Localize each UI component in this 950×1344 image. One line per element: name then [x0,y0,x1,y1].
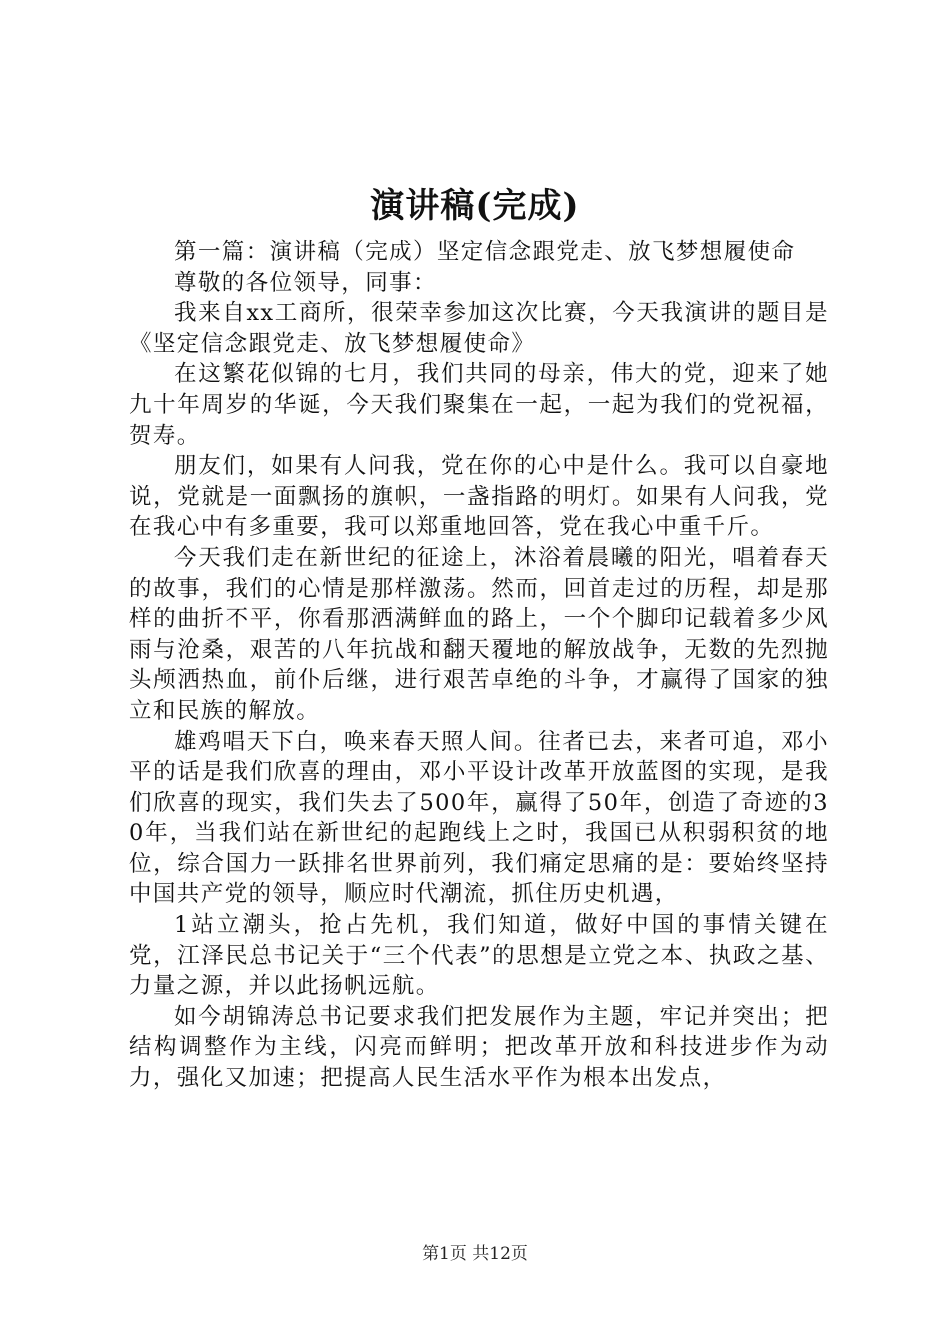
paragraph-salutation: 尊敬的各位领导，同事： [174,269,437,296]
paragraph: 朋友们，如果有人问我，党在你的心中是什么。我可以自豪地说，党就是一面飘扬的旗帜，一盏指路的明灯。如果有人问我，党在我心中有多重要，我可以郑重地回答，党在我心中重千斤。 [129,453,829,541]
paragraph: 今天我们走在新世纪的征途上，沐浴着晨曦的阳光，唱着春天的故事，我们的心情是那样激荡。然而，回首走过的历程，却是那样的曲折不平，你看那洒满鲜血的路上，一个个脚印记载着多少风雨与沧桑，艰苦的八年抗战和翻天覆地的解放战争，无数的先烈抛头颅洒热血，前仆后继，进行艰苦卓绝的斗争，才赢得了国家的独立和民族的解放。 [129,544,829,724]
page-number: 第1页 共12页 [422,1244,528,1264]
paragraph-heading: 第一篇：演讲稿（完成）坚定信念跟党走、放飞梦想履使命 [174,239,796,265]
paragraph: 雄鸡唱天下白，唤来春天照人间。往者已去，来者可追，邓小平的话是我们欣喜的理由，邓小平设计改革开放蓝图的实现，是我们欣喜的现实，我们失去了500年，赢得了50年，创造了奇迹的30年，当我们站在新世纪的起跑线上之时，我国已从积弱积贫的地位，综合国力一跃排名世界前列，我们痛定思痛的是：要始终坚持中国共产党的领导，顺应时代潮流，抓住历史机遇， [129,728,829,908]
document-body [129,237,829,1094]
paragraph: 1站立潮头，抢占先机，我们知道，做好中国的事情关键在党，江泽民总书记关于“三个代表”的思想是立党之本、执政之基、力量之源，并以此扬帆远航。 [129,912,829,1000]
paragraph: 在这繁花似锦的七月，我们共同的母亲，伟大的党，迎来了她九十年周岁的华诞，今天我们聚集在一起，一起为我们的党祝福，贺寿。 [129,361,829,449]
document-title: 演讲稿(完成) [370,186,580,226]
paragraph: 我来自xx工商所，很荣幸参加这次比赛，今天我演讲的题目是《坚定信念跟党走、放飞梦想履使命》 [129,300,829,357]
paragraph: 如今胡锦涛总书记要求我们把发展作为主题，牢记并突出；把结构调整作为主线，闪亮而鲜明；把改革开放和科技进步作为动力，强化又加速；把提高人民生活水平作为根本出发点， [129,1003,829,1092]
